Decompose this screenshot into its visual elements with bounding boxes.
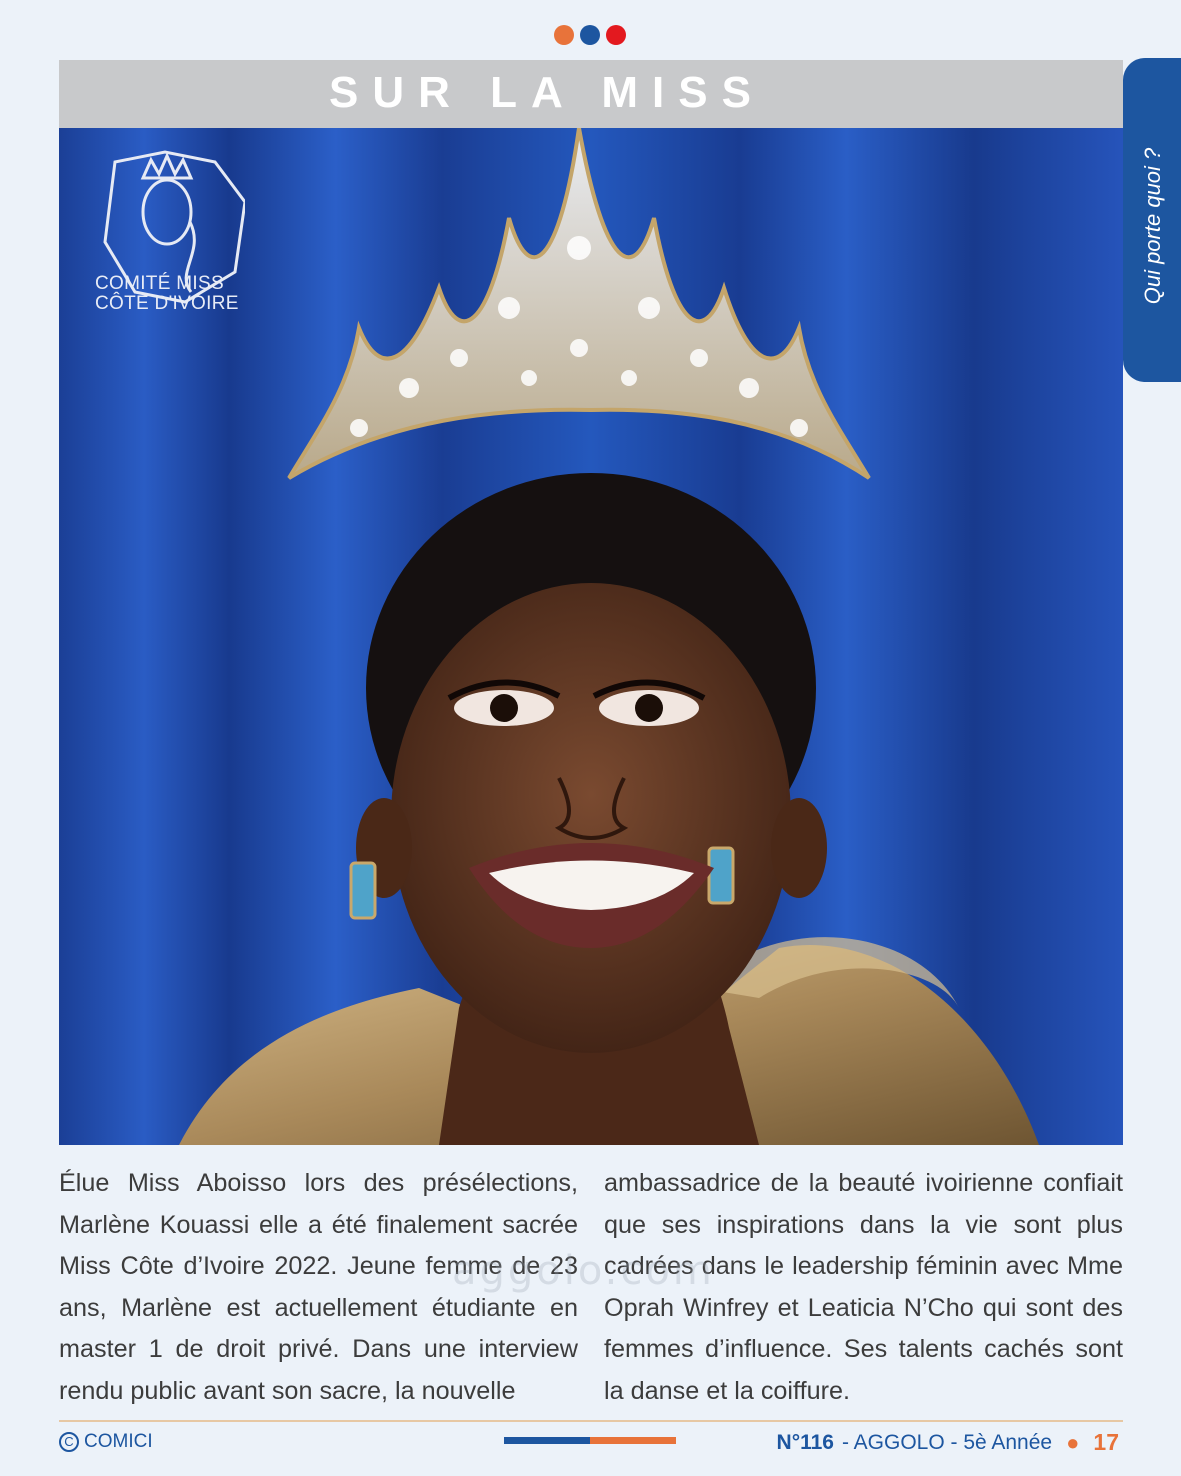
footer-divider <box>59 1420 1123 1422</box>
copyright-icon: C <box>59 1432 79 1452</box>
dot-red <box>606 25 626 45</box>
footer-credit <box>59 1431 153 1453</box>
footer-issue-info <box>777 1429 1119 1456</box>
dot-orange <box>554 25 574 45</box>
credit-text: COMICI <box>84 1431 153 1452</box>
footer-bar-orange <box>590 1437 676 1444</box>
publication-name: - AGGOLO - 5è Année <box>841 1430 1053 1454</box>
comite-miss-logo-text <box>95 274 265 314</box>
section-title: SUR LA MISS <box>329 68 765 117</box>
footer-color-bar <box>504 1437 676 1444</box>
dot-blue <box>580 25 600 45</box>
article-column-right: ambassadrice de la beauté ivoirienne confiait que ses inspirations dans la vie sont plus cadrées dans le leadership féminin avec Mme Oprah Winfrey et Leaticia N’Cho qui sont des femmes d’influence. Ses talents cachés sont la danse et la coiffure. <box>604 1169 1123 1405</box>
section-header <box>59 60 1123 128</box>
footer-bar-blue <box>504 1437 590 1444</box>
side-tab-label: Qui porte quoi ? <box>1140 147 1165 305</box>
side-tab <box>1123 58 1181 382</box>
watermark: aggolo.com <box>452 1248 715 1294</box>
issue-number: N°116 <box>776 1430 834 1454</box>
miss-portrait-photo <box>59 128 1123 1145</box>
header-dots <box>554 25 626 45</box>
article-column-left: Élue Miss Aboisso lors des présélections, Marlène Kouassi elle a été finalement sacrée Miss Côte d’Ivoire 2022. Jeune femme de 23 ans, Marlène est actuellement étudiante en master 1 de droit privé. Dans une interview rendu public avant son sacre, la nouvelle <box>59 1169 578 1405</box>
bullet-icon: ● <box>1066 1429 1080 1455</box>
page-number: 17 <box>1093 1429 1119 1455</box>
logo-line2: CÔTE D'IVOIRE <box>95 293 239 314</box>
logo-line1: COMITÉ MISS <box>95 273 224 294</box>
